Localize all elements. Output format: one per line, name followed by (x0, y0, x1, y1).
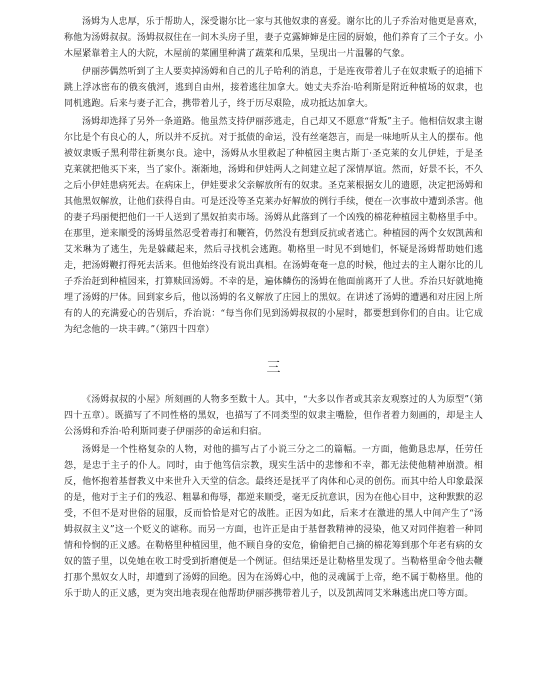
paragraph: 汤姆为人忠厚，乐于帮助人，深受谢尔比一家与其他奴隶的喜爱。谢尔比的儿子乔治对他更是喜欢，称他为汤姆叔叔。汤姆叔叔住在一间木头房子里，妻子克露婶婶是庄园的厨娘，他们养育了三个子女。小木屋紧靠着主人的大院，木屋前的菜圃里种满了蔬菜和瓜果，呈现出一片温馨的气象。 (64, 17, 483, 59)
section-heading: 三 (266, 360, 281, 376)
paragraph: 汤姆却选择了另外一条道路。他虽然支持伊丽莎逃走，自己却又不愿意“背叛”主子。他相信奴隶主谢尔比是个有良心的人，所以并不反抗。对于抵债的命运，没有丝毫怨言，而是一味地听从主人的摆布。他被奴隶贩子黑利带往新奥尔良。途中，汤姆从水里救起了种植园主奥古斯丁·圣克莱的女儿伊娃，于是圣克莱就把他买下来，当了家仆。渐渐地，汤姆和伊娃两人之间建立起了深情厚谊。然而，好景不长，不久之后小伊娃患病死去。在病床上，伊娃要求父亲解放所有的奴隶。圣克莱根据女儿的遗愿，决定把汤姆和其他黑奴解放，让他们获得自由。可是还没等圣克莱办好解放的例行手续，便在一次事故中遭到杀害。他的妻子玛丽便把他们一干人送到了黑奴拍卖市场。汤姆从此落到了一个凶残的棉花种植园主勒格里手中。在那里，逆来顺受的汤姆虽然忍受着毒打和鞭笞，仍然没有想到反抗或者逃亡。种植园的两个女奴凯茜和艾米琳为了逃生，先是躲藏起来，然后寻找机会逃跑。勒格里一时见不到她们，怀疑是汤姆帮助她们逃走，把汤姆鞭打得死去活来。但他始终没有说出真相。在汤姆奄奄一息的时候，他过去的主人谢尔比的儿子乔治赶到种植园来，打算赎回汤姆。不幸的是，遍体鳞伤的汤姆在他面前离开了人世。乔治只好就地掩埋了汤姆的尸体。回到家乡后，他以汤姆的名义解放了庄园上的黑奴。在讲述了汤姆的遭遇和对庄园上所有的人的充满爱心的告别后，乔治说：“每当你们见到汤姆叔叔的小屋时，都要想到你们的自由。让它成为纪念他的一块丰碑。”（第四十四章） (64, 117, 483, 335)
paragraph: 《汤姆叔叔的小屋》所刻画的人物多至数十人。其中，“大多以作者或其亲友观察过的人为原型”（第四十五章）。既描写了不同性格的黑奴，也描写了不同类型的奴隶主嘴脸，但作者着力刻画的，却是主人公汤姆和乔治·哈利斯同妻子伊丽莎的命运和归宿。 (64, 395, 483, 437)
paragraph: 伊丽莎偶然听到了主人要卖掉汤姆和自己的儿子哈利的消息，于是连夜带着儿子在奴隶贩子的追捕下跳上浮冰密布的俄亥俄河，逃到自由州，接着逃往加拿大。她丈夫乔治·哈利斯是附近种植场的奴隶，也同机逃跑。后来与妻子汇合，携带着儿子，终于历尽艰险，成功抵达加拿大。 (64, 67, 483, 109)
paragraph: 汤姆是一个性格复杂的人物，对他的描写占了小说三分之二的篇幅。一方面，他勤恳忠厚，任劳任怨，是忠于主子的仆人。同时，由于他笃信宗教，现实生活中的悲惨和不幸，都无法使他精神崩溃。相反，他怀抱着基督教义中来世升入天堂的信念。最终还是抚平了肉体和心灵的创伤。而其中给人印象最深的是，他对于主子们的残忍、粗暴和侮辱，都逆来顺受，毫无反抗意识，因为在他心目中，这种默默的忍受，不但不是对世俗的屈服，反而恰恰是对它的战胜。正因为如此，后来才在激进的黑人中间产生了“汤姆叔叔主义”这一个贬义的谑称。而另一方面，也许正是由于基督教精神的浸染，他又对同伴抱着一种同情和怜悯的正义感。在勒格里种植园里，他不顾自身的安危，偷偷把自己摘的棉花筹到那个年老有病的女奴的篮子里，以免她在收工时受到折磨便是一个例证。但结果还是让勒格里发现了。当勒格里命令他去鞭打那个黑奴女人时，却遭到了汤姆的回绝。因为在汤姆心中，他的灵魂属于上帝，绝不属于勒格里。他的乐于助人的正义感，更为突出地表现在他帮助伊丽莎携带着儿子，以及凯茜同艾米琳逃出虎口等方面。 (64, 445, 483, 599)
